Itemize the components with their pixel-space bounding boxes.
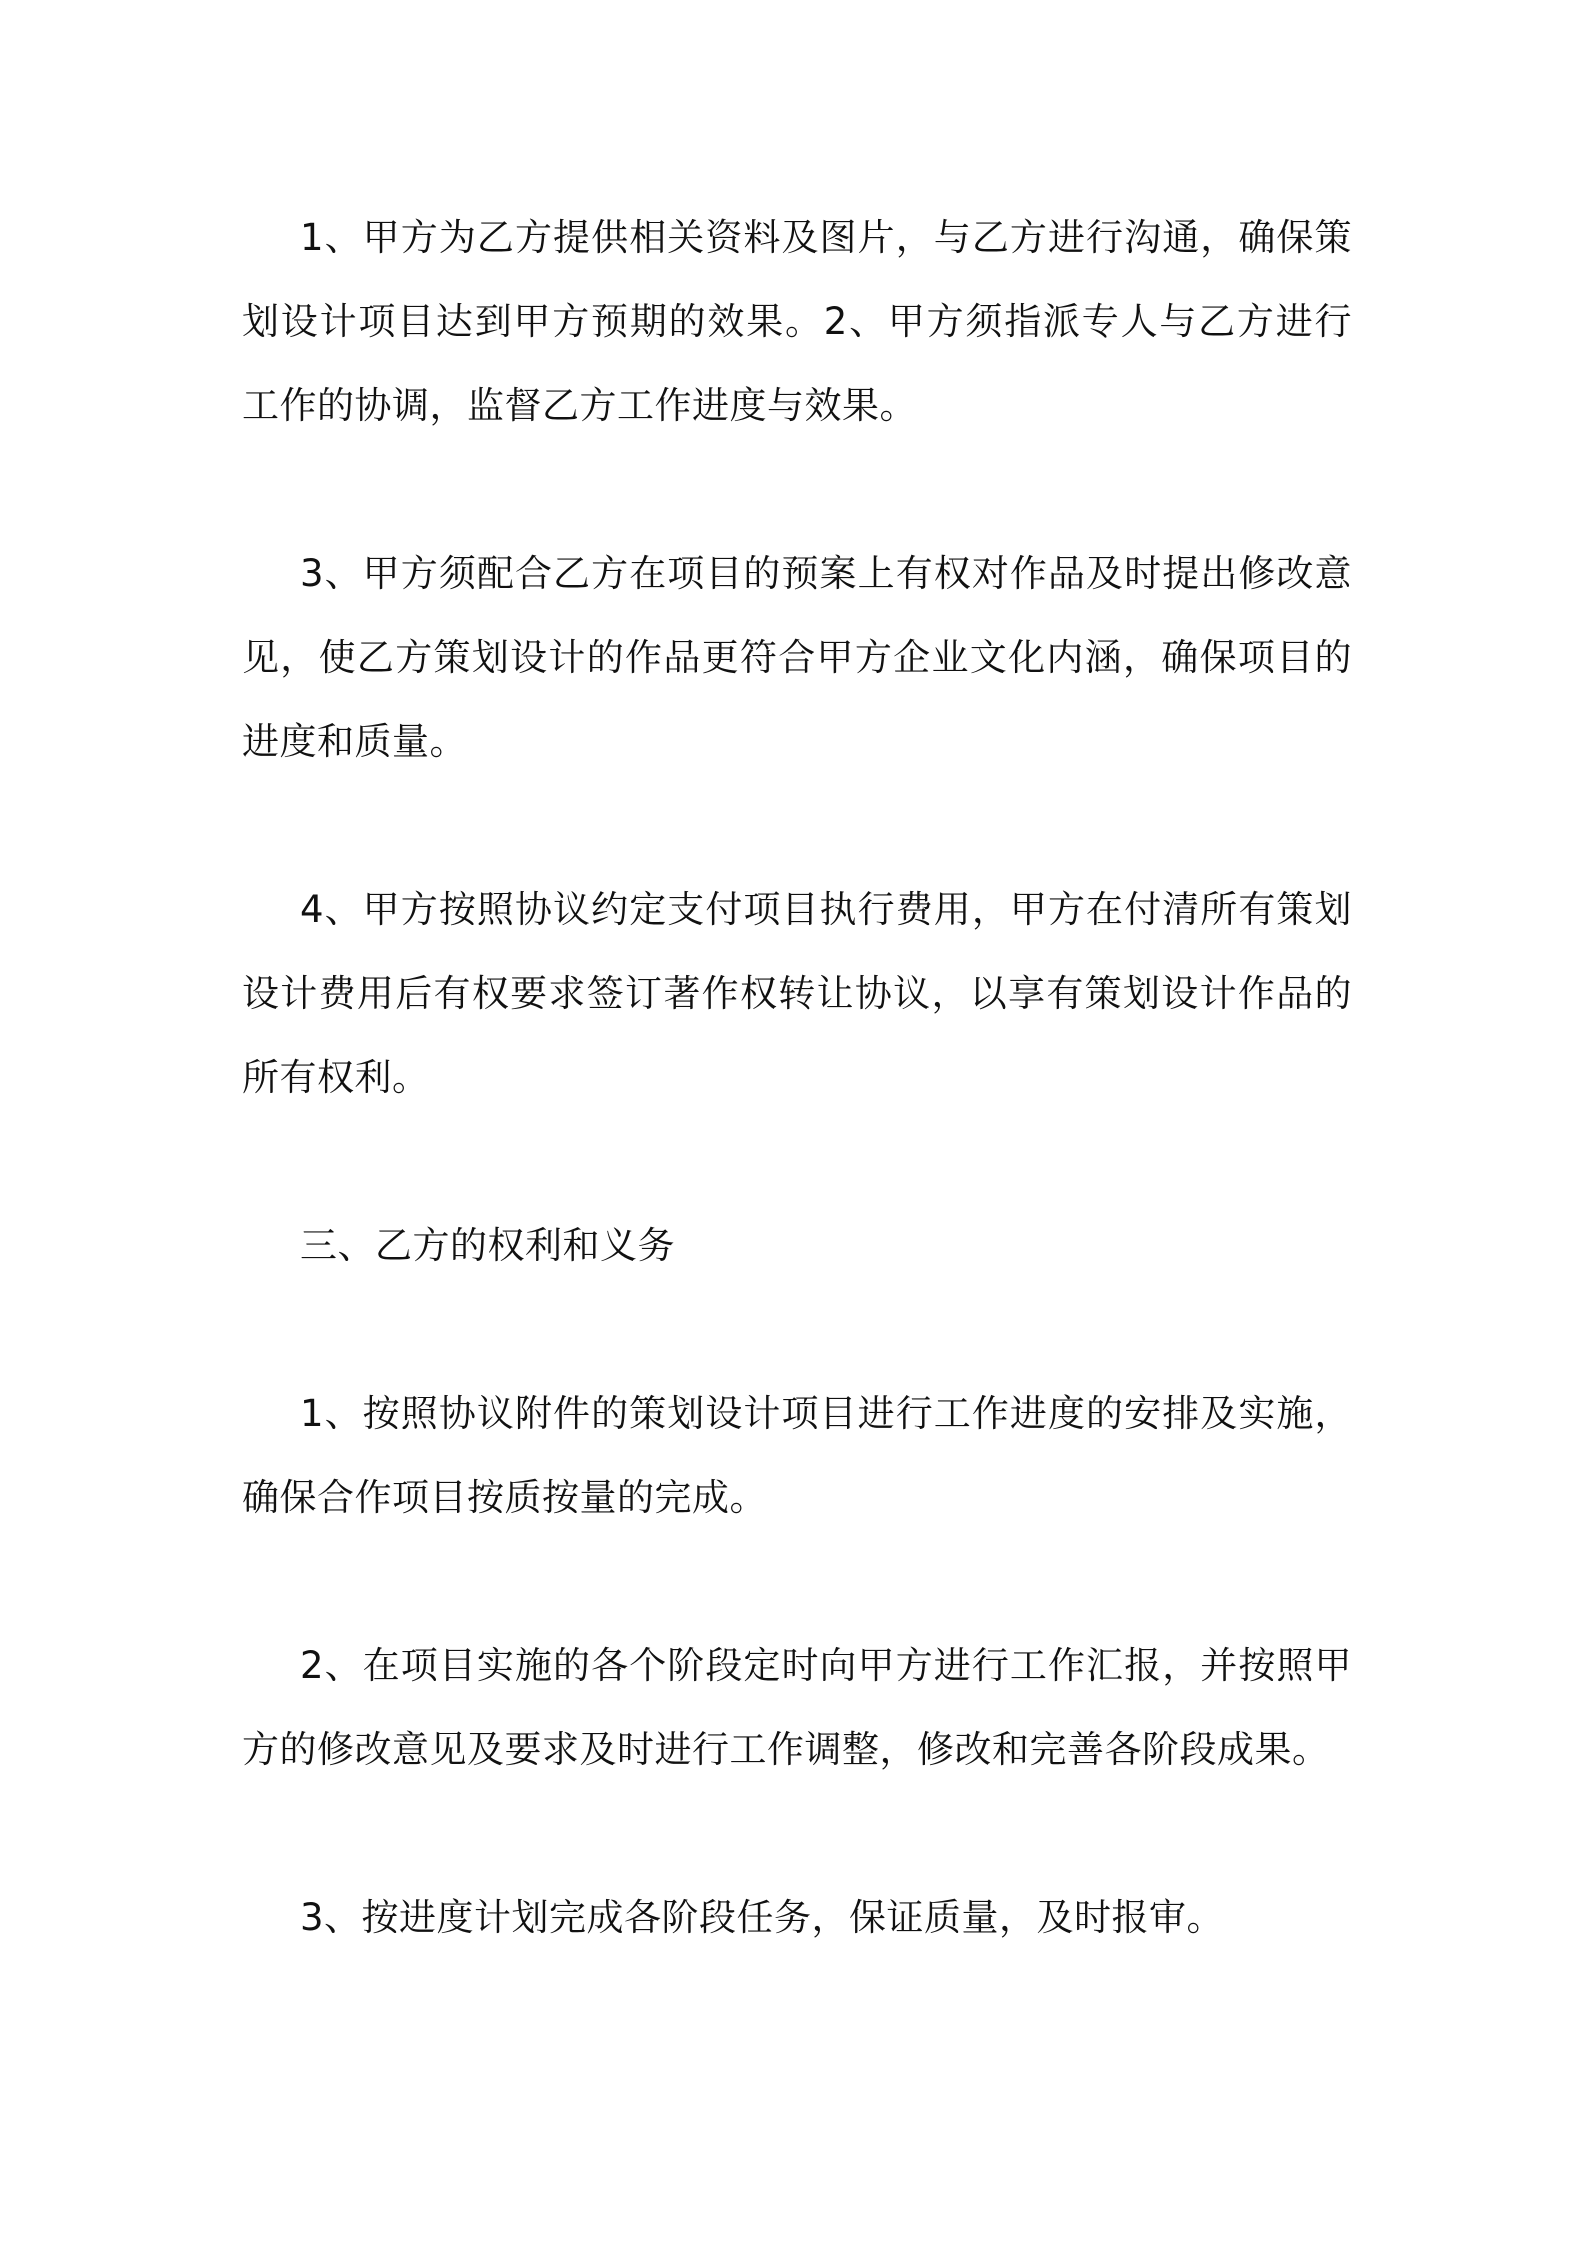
paragraph-party-b-reporting: 2、在项目实施的各个阶段定时向甲方进行工作汇报，并按照甲方的修改意见及要求及时进行工作调整，修改和完善各阶段成果。 — [242, 1644, 1352, 1771]
paragraph-gap — [242, 1120, 1352, 1204]
paragraph-party-a-revisions: 3、甲方须配合乙方在项目的预案上有权对作品及时提出修改意见，使乙方策划设计的作品更符合甲方企业文化内涵，确保项目的进度和质量。 — [242, 552, 1352, 763]
paragraph-gap — [242, 1540, 1352, 1624]
document-body — [242, 196, 1352, 1960]
paragraph-party-a-materials: 1、甲方为乙方提供相关资料及图片，与乙方进行沟通，确保策划设计项目达到甲方预期的效果。2、甲方须指派专人与乙方进行工作的协调，监督乙方工作进度与效果。 — [242, 216, 1352, 427]
paragraph-party-b-schedule: 1、按照协议附件的策划设计项目进行工作进度的安排及实施，确保合作项目按质按量的完成。 — [242, 1392, 1352, 1519]
paragraph-gap — [242, 784, 1352, 868]
paragraph-gap — [242, 1288, 1352, 1372]
paragraph-party-b-quality: 3、按进度计划完成各阶段任务，保证质量，及时报审。 — [300, 1896, 1225, 1939]
paragraph-party-a-payment: 4、甲方按照协议约定支付项目执行费用，甲方在付清所有策划设计费用后有权要求签订著作权转让协议，以享有策划设计作品的所有权利。 — [242, 888, 1352, 1099]
section-heading-party-b: 三、乙方的权利和义务 — [300, 1224, 675, 1267]
paragraph-gap — [242, 1792, 1352, 1876]
paragraph-gap — [242, 448, 1352, 532]
